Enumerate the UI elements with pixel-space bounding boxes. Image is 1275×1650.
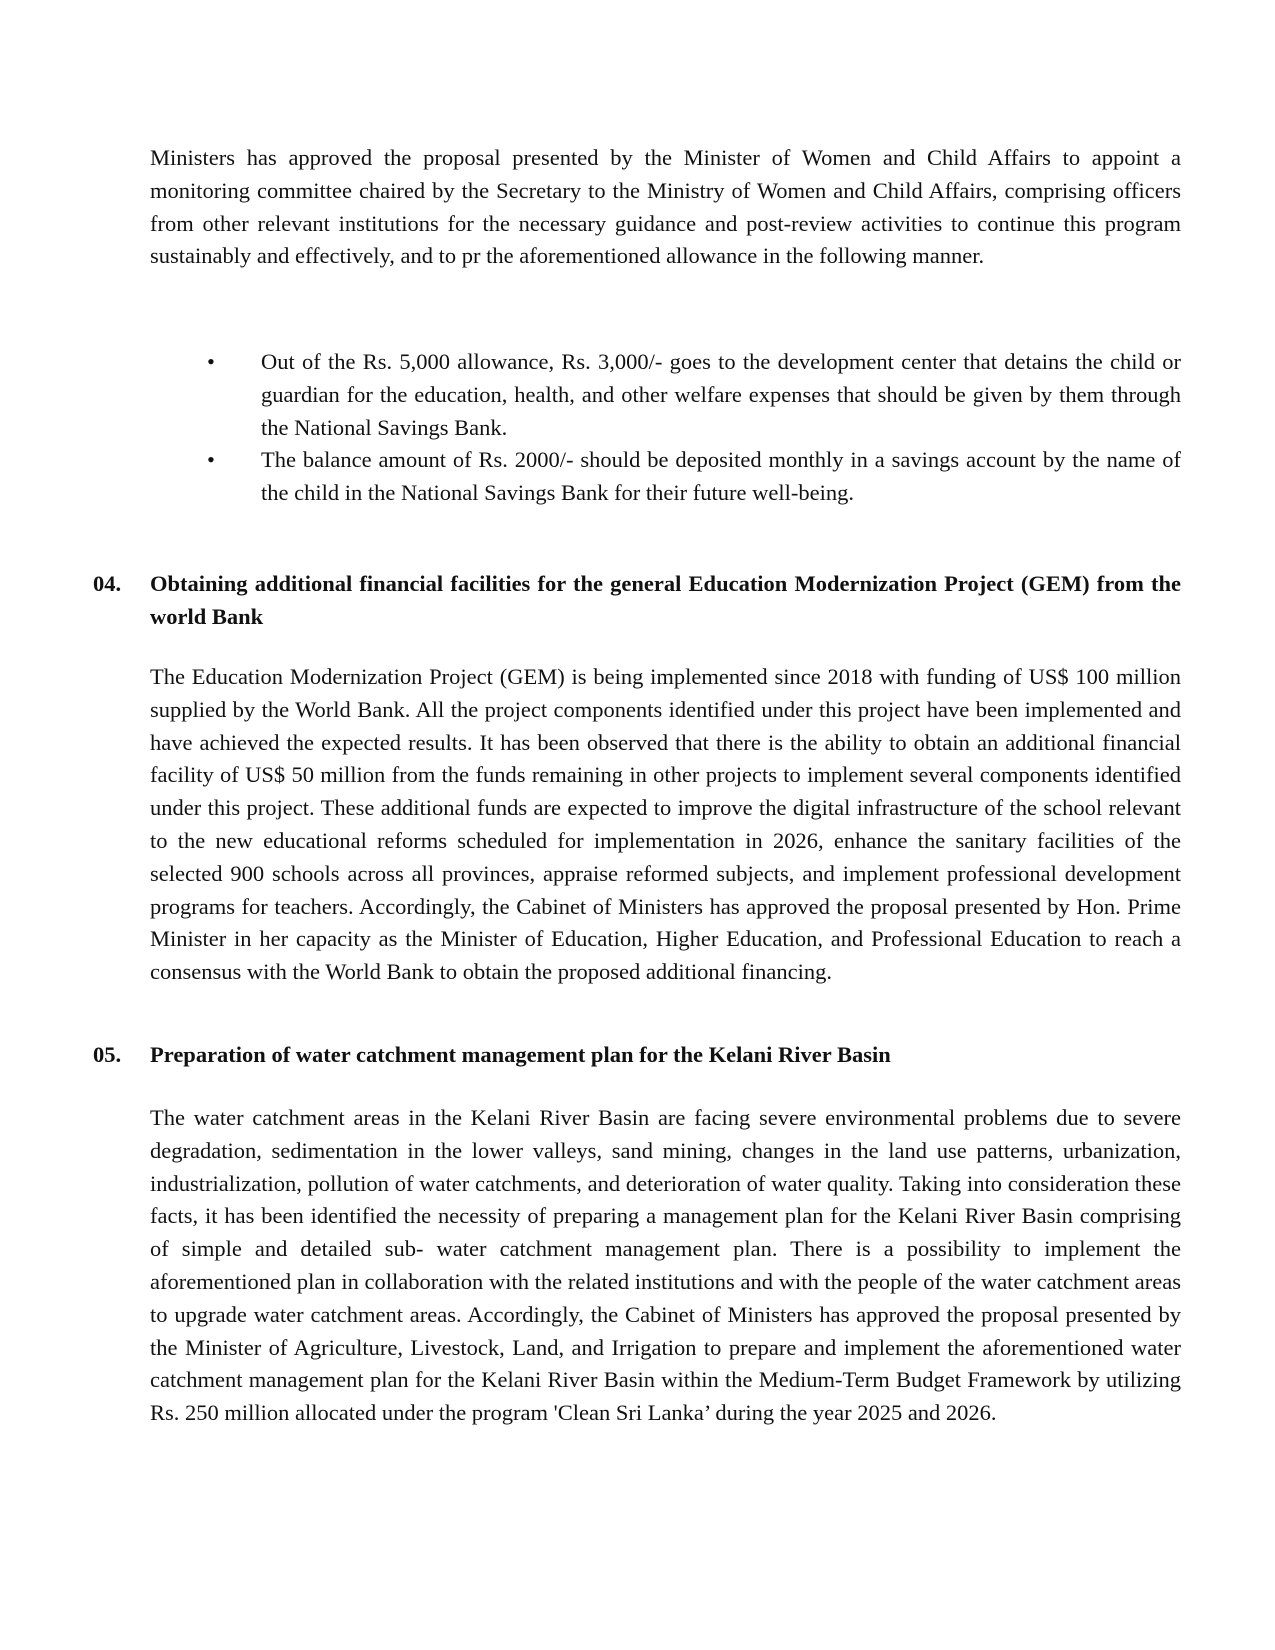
section-04-heading — [93, 568, 1181, 634]
section-number: 04. — [93, 571, 122, 596]
section-04-body: The Education Modernization Project (GEM) is being implemented since 2018 with funding of US$ 100 million supplied by the World Bank. All the project components identified under this project have been implemented and have achieved the expected results. It has been observed that there is the ability to obtain an additional financial facility of US$ 50 million from the funds remaining in other projects to implement several components identified under this project. These additional funds are expected to improve the digital infrastructure of the school relevant to the new educational reforms scheduled for implementation in 2026, enhance the sanitary facilities of the selected 900 schools across all provinces, appraise reformed subjects, and implement professional development programs for teachers. Accordingly, the Cabinet of Ministers has approved the proposal presented by Hon. Prime Minister in her capacity as the Minister of Education, Higher Education, and Professional Education to reach a consensus with the World Bank to obtain the proposed additional financing. — [150, 664, 1181, 985]
section-title: Preparation of water catchment management plan for the Kelani River Basin — [150, 1042, 891, 1067]
list-item — [150, 444, 1181, 510]
bullet-icon: • — [207, 447, 215, 473]
bullet-text: The balance amount of Rs. 2000/- should be deposited monthly in a savings account by the name of the child in the National Savings Bank for their future well-being. — [261, 447, 1181, 506]
section-number: 05. — [93, 1042, 122, 1067]
section-05-heading — [93, 1039, 1181, 1072]
allowance-bullet-list — [150, 346, 1181, 510]
bullet-text: Out of the Rs. 5,000 allowance, Rs. 3,000/- goes to the development center that detains the child or guardian for the education, health, and other welfare expenses that should be given by them through the National Savings Bank. — [261, 349, 1181, 440]
list-item — [150, 346, 1181, 444]
section-title: Obtaining additional financial facilities for the general Education Modernization Project (GEM) from the world Bank — [150, 571, 1181, 629]
intro-paragraph: Ministers has approved the proposal presented by the Minister of Women and Child Affairs to appoint a monitoring committee chaired by the Secretary to the Ministry of Women and Child Affairs, comprising officers from other relevant institutions for the necessary guidance and post-review activities to continue this program sustainably and effectively, and to pr the aforementioned allowance in the following manner. — [150, 145, 1181, 269]
bullet-icon: • — [207, 349, 215, 374]
section-05-body: The water catchment areas in the Kelani River Basin are facing severe environmental problems due to severe degradation, sedimentation in the lower valleys, sand mining, changes in the land use patterns, urbanization, industrialization, pollution of water catchments, and deterioration of water quality. Taking into consideration these facts, it has been identified the necessity of preparing a management plan for the Kelani River Basin comprising of simple and detailed sub- water catchment management plan. There is a possibility to implement the aforementioned plan in collaboration with the related institutions and with the people of the water catchment areas to upgrade water catchment areas. Accordingly, the Cabinet of Ministers has approved the proposal presented by the Minister of Agriculture, Livestock, Land, and Irrigation to prepare and implement the aforementioned water catchment management plan for the Kelani River Basin within the Medium-Term Budget Framework by utilizing Rs. 250 million allocated under the program 'Clean Sri Lanka’ during the year 2025 and 2026. — [150, 1105, 1181, 1426]
